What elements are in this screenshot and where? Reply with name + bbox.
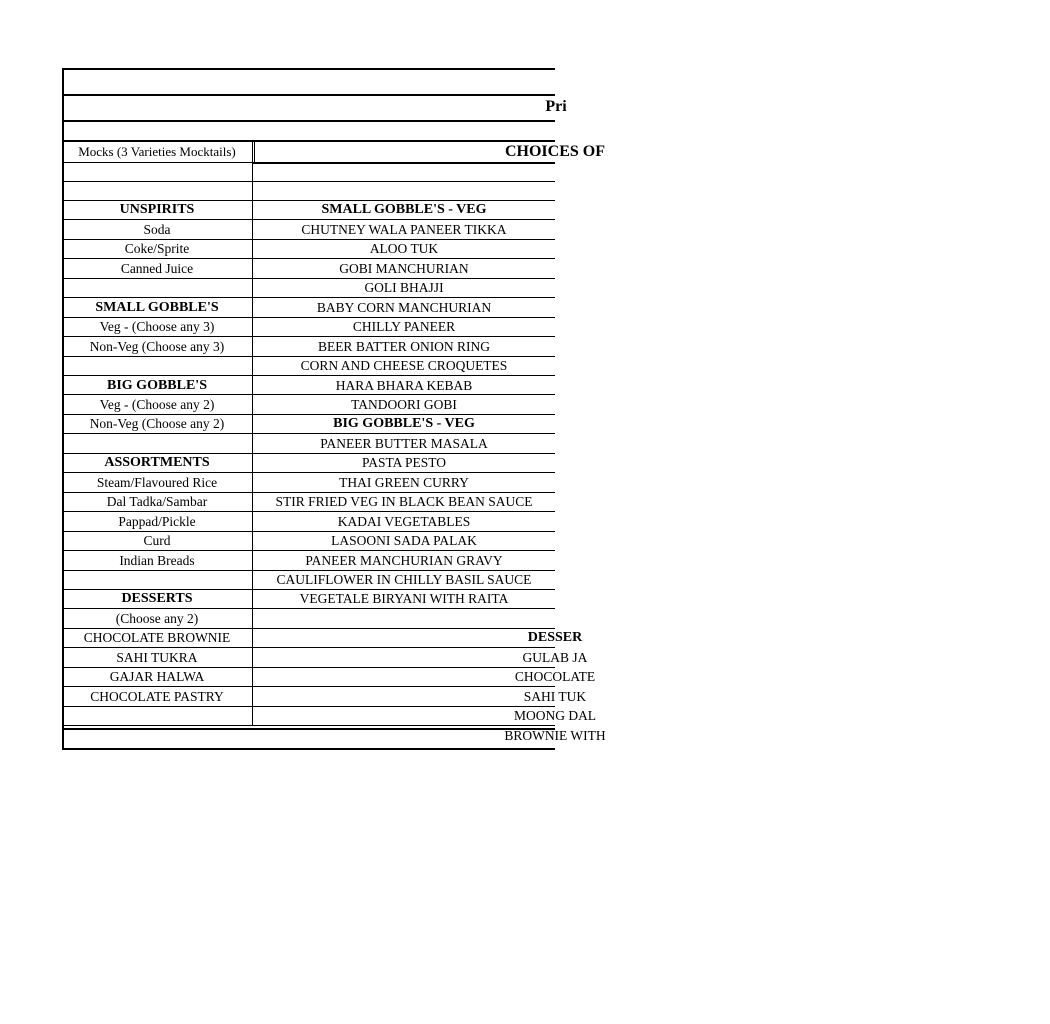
row-line-14 <box>62 453 555 454</box>
left-row-11: Veg - (Choose any 2) <box>99 396 215 412</box>
right-row-6: BABY CORN MANCHURIAN <box>316 299 492 315</box>
row-line-16 <box>62 492 555 493</box>
right-row-15: THAI GREEN CURRY <box>339 474 469 490</box>
bottom-inner-border <box>62 728 555 730</box>
right-row-25: CHOCOLATE <box>514 669 596 685</box>
left-row-15: Steam/Flavoured Rice <box>96 474 218 490</box>
right-row-23: DESSER <box>527 630 583 646</box>
right-row-8: BEER BATTER ONION RING <box>317 338 491 354</box>
row-line-17 <box>62 511 555 512</box>
right-row-12: BIG GOBBLE'S - VEG <box>333 416 475 432</box>
bottom-border <box>62 748 555 750</box>
row-line-10 <box>62 375 555 376</box>
row-line-1 <box>62 200 555 201</box>
row-line-25 <box>62 667 555 668</box>
choices-left-edge <box>254 140 255 162</box>
row-line-5 <box>62 278 555 279</box>
left-row-25: GAJAR HALWA <box>109 669 205 685</box>
left-row-18: Curd <box>143 533 171 549</box>
left-row-3: Coke/Sprite <box>124 241 190 257</box>
right-row-27: MOONG DAL <box>513 708 597 724</box>
row-line-2 <box>62 219 555 220</box>
right-row-26: SAHI TUK <box>523 688 587 704</box>
row-line-19 <box>62 550 555 551</box>
choices-bottom-border <box>252 162 555 164</box>
row-line-18 <box>62 531 555 532</box>
right-row-2: CHUTNEY WALA PANEER TIKKA <box>301 221 507 237</box>
sheet-title: Pri <box>545 98 567 115</box>
left-row-16: Dal Tadka/Sambar <box>106 494 208 510</box>
right-row-5: GOLI BHAJJI <box>364 280 444 296</box>
right-row-14: PASTA PESTO <box>361 455 447 471</box>
row-line-12 <box>62 414 555 415</box>
row-line-6 <box>62 297 555 298</box>
right-row-10: HARA BHARA KEBAB <box>335 377 473 393</box>
right-row-17: KADAI VEGETABLES <box>337 513 471 529</box>
mocks-bottom-border <box>62 162 252 163</box>
row-line-9 <box>62 356 555 357</box>
left-row-17: Pappad/Pickle <box>118 513 196 529</box>
row-line-7 <box>62 317 555 318</box>
right-row-21: VEGETALE BIRYANI WITH RAITA <box>299 591 509 607</box>
left-row-23: CHOCOLATE BROWNIE <box>83 630 231 646</box>
title-bottom-border <box>62 120 555 122</box>
left-row-26: CHOCOLATE PASTRY <box>90 688 224 704</box>
left-row-12: Non-Veg (Choose any 2) <box>89 416 225 432</box>
left-row-21: DESSERTS <box>121 591 193 607</box>
left-row-24: SAHI TUKRA <box>116 649 198 665</box>
row-line-4 <box>62 258 555 259</box>
left-row-6: SMALL GOBBLE'S <box>95 299 219 315</box>
choices-heading: CHOICES OF <box>504 143 605 160</box>
left-row-8: Non-Veg (Choose any 3) <box>89 338 225 354</box>
choices-top-border <box>62 140 555 142</box>
title-top-border <box>62 94 555 96</box>
row-line-26 <box>62 686 555 687</box>
row-line-0 <box>62 181 555 182</box>
left-row-7: Veg - (Choose any 3) <box>99 319 215 335</box>
row-line-22 <box>62 608 555 609</box>
right-row-7: CHILLY PANEER <box>352 319 456 335</box>
row-line-20 <box>62 570 555 571</box>
right-row-28: BROWNIE WITH <box>504 727 606 743</box>
left-row-4: Canned Juice <box>120 260 194 276</box>
right-row-18: LASOONI SADA PALAK <box>331 533 477 549</box>
left-row-22: (Choose any 2) <box>115 610 199 626</box>
right-row-24: GULAB JA <box>522 649 588 665</box>
row-line-8 <box>62 336 555 337</box>
right-row-3: ALOO TUK <box>369 241 439 257</box>
right-row-16: STIR FRIED VEG IN BLACK BEAN SAUCE <box>275 494 533 510</box>
row-line-15 <box>62 472 555 473</box>
right-row-20: CAULIFLOWER IN CHILLY BASIL SAUCE <box>276 572 532 587</box>
left-row-19: Indian Breads <box>119 552 195 568</box>
right-row-19: PANEER MANCHURIAN GRAVY <box>305 552 503 568</box>
left-row-10: BIG GOBBLE'S <box>107 377 207 393</box>
row-line-27 <box>62 706 555 707</box>
left-row-1: UNSPIRITS <box>119 202 195 218</box>
row-line-21 <box>62 589 555 590</box>
top-border <box>62 68 555 70</box>
right-row-4: GOBI MANCHURIAN <box>339 260 469 276</box>
row-line-24 <box>62 647 555 648</box>
menu-spreadsheet <box>62 68 606 750</box>
right-row-13: PANEER BUTTER MASALA <box>320 435 488 451</box>
row-line-13 <box>62 433 555 434</box>
right-row-9: CORN AND CHEESE CROQUETES <box>300 358 508 374</box>
row-line-3 <box>62 239 555 240</box>
left-row-2: Soda <box>143 221 171 237</box>
left-row-14: ASSORTMENTS <box>104 455 210 471</box>
row-line-28 <box>62 725 555 726</box>
right-row-1: SMALL GOBBLE'S - VEG <box>321 202 487 218</box>
row-line-23 <box>62 628 555 629</box>
row-line-11 <box>62 394 555 395</box>
mocks-label: Mocks (3 Varieties Mocktails) <box>78 144 236 159</box>
right-row-11: TANDOORI GOBI <box>351 396 457 412</box>
